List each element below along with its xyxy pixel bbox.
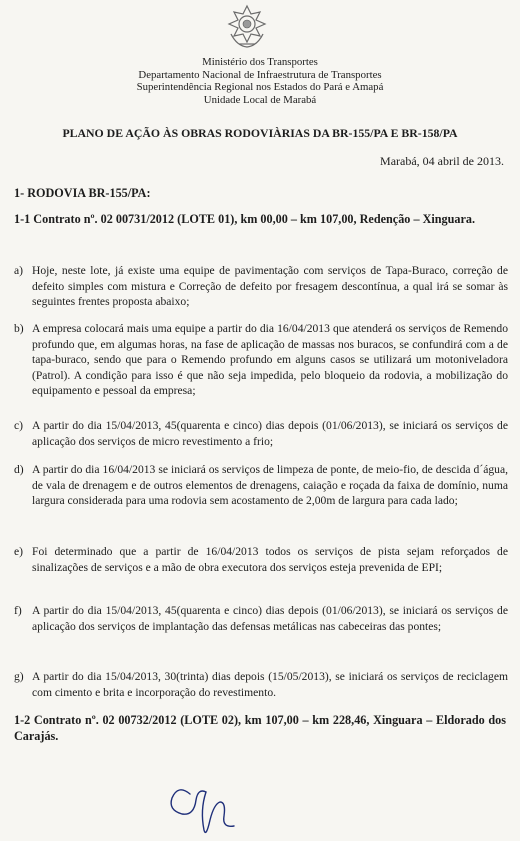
letterhead-unit: Unidade Local de Marabá: [203, 93, 317, 106]
item-text: A partir do dia 15/04/2013, 45(quarenta e cinco) dias depois (01/06/2013), se iniciará os serviços de aplicação dos serviços de micro revestimento a frio;: [32, 419, 508, 448]
action-item-f: [14, 603, 508, 634]
item-marker: e): [14, 545, 24, 558]
item-marker: a): [14, 264, 24, 277]
action-item-g: [14, 669, 508, 700]
contract-heading-2: 1-2 Contrato nº. 02 00732/2012 (LOTE 02), km 107,00 – km 228,46, Xinguara – Eldorado dos Carajás.: [14, 713, 506, 743]
contract-heading-1: 1-1 Contrato nº. 02 00731/2012 (LOTE 01), km 00,00 – km 107,00, Redenção – Xinguara.: [14, 212, 476, 226]
item-marker: f): [14, 604, 22, 617]
coat-of-arms-icon: [225, 4, 269, 50]
item-text: A empresa colocará mais uma equipe a partir do dia 16/04/2013 que atenderá os serviços de Remendo profundo que, em algumas horas, na fase de aplicação de massas nos buracos, se confundirá com a de tapa-buraco, sendo que para o Remendo profundo em alguns casos se utilizará um motoniveladora (Patrol). A condição para isso é que não seja impedida, pelo bloqueio da rodovia, a mobilização do equipamento e pessoal da empresa;: [32, 322, 508, 397]
item-text: A partir do dia 15/04/2013, 45(quarenta e cinco) dias depois (01/06/2013), se iniciará os serviços de aplicação dos serviços de implantação das defensas metálicas nas cabeceiras das pontes;: [32, 604, 508, 633]
action-item-c: [14, 418, 508, 449]
item-text: Hoje, neste lote, já existe uma equipe de pavimentação com serviços de Tapa-Buraco, correção de defeito simples com mistura e Correção de defeito por fresagem descontínua, a qual irá se somar às seguintes frentes proposta abaixo;: [32, 264, 508, 308]
signature-icon: [160, 780, 260, 840]
letterhead-superintendence: Superintendência Regional nos Estados do Pará e Amapá: [136, 81, 384, 93]
item-marker: g): [14, 670, 24, 683]
item-marker: d): [14, 463, 24, 476]
item-text: Foi determinado que a partir de 16/04/2013 todos os serviços de pista sejam reforçados de sinalizações de serviços e a mão de obra executora dos serviços esteja prevenida de EPI;: [32, 545, 508, 574]
letterhead: [60, 56, 460, 106]
action-item-d: [14, 462, 508, 509]
letterhead-ministry: Ministério dos Transportes: [202, 56, 318, 68]
document-date: Marabá, 04 abril de 2013.: [380, 154, 504, 168]
action-item-e: [14, 544, 508, 575]
section-heading: 1- RODOVIA BR-155/PA:: [14, 186, 151, 200]
item-marker: b): [14, 322, 24, 335]
item-text: A partir do dia 16/04/2013 se iniciará os serviços de limpeza de ponte, de meio-fio, de descida d´água, de vala de drenagem e de outros elementos de drenagens, caiação e roçada da faixa de domínio, numa largura considerada para uma rodovia sem acostamento de 2,00m de largura para cada lado;: [32, 463, 508, 507]
action-item-a: [14, 263, 508, 310]
action-item-b: [14, 321, 508, 399]
item-text: A partir do dia 15/04/2013, 30(trinta) dias depois (15/05/2013), se iniciará os serviços de reciclagem com cimento e brita e incorporação do revestimento.: [32, 670, 508, 699]
item-marker: c): [14, 419, 24, 432]
letterhead-department: Departamento Nacional de Infraestrutura de Transportes: [138, 68, 382, 81]
document-title: PLANO DE AÇÃO ÀS OBRAS RODOVIÀRIAS DA BR-155/PA E BR-158/PA: [62, 126, 458, 140]
